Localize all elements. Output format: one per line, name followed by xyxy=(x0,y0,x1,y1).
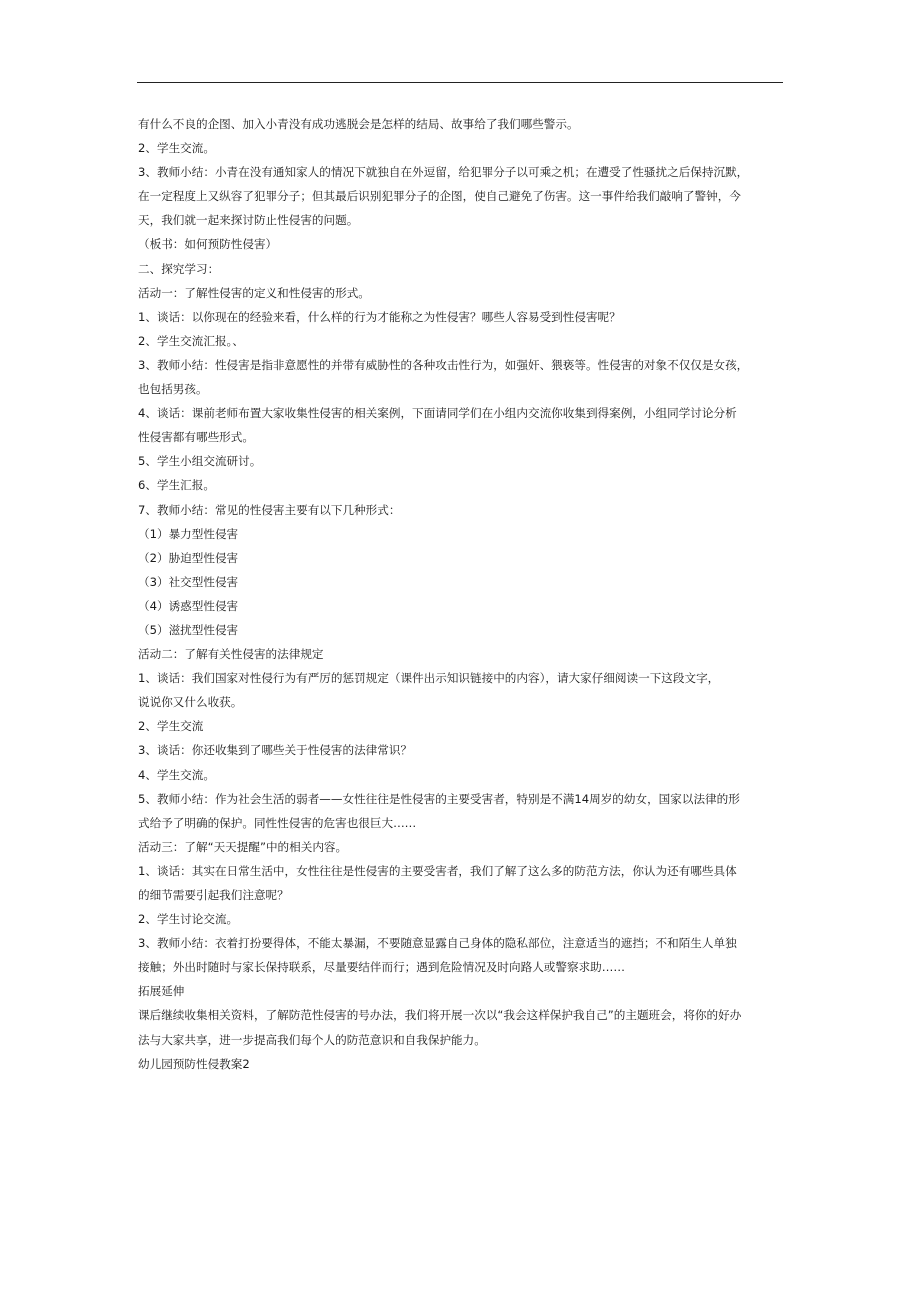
document-body xyxy=(138,112,788,1076)
list-item: （1）暴力型性侵害 xyxy=(138,526,239,541)
text-line: 3、教师小结：小青在没有通知家人的情况下就独自在外逗留，给犯罪分子以可乘之机；在遭受了性骚扰之后保持沉默， xyxy=(138,165,749,180)
list-item: （2）胁迫型性侵害 xyxy=(138,550,239,565)
text-line: 2、学生交流。 xyxy=(138,141,215,156)
text-line: 在一定程度上又纵容了犯罪分子；但其最后识别犯罪分子的企图，使自己避免了伤害。这一事件给我们敲响了警钟，今 xyxy=(138,189,741,204)
text-line: 有什么不良的企图、加入小青没有成功逃脱会是怎样的结局、故事给了我们哪些警示。 xyxy=(138,117,579,131)
activity-heading: 活动三：了解“天天提醒”中的相关内容。 xyxy=(138,839,348,854)
text-line: 2、学生讨论交流。 xyxy=(138,912,239,927)
section-heading: 二、探究学习： xyxy=(138,261,220,276)
text-line: 法与大家共享，进一步提高我们每个人的防范意识和自我保护能力。 xyxy=(138,1032,486,1047)
text-line: 也包括男孩。 xyxy=(138,382,208,397)
text-line: （板书：如何预防性侵害） xyxy=(138,237,278,252)
text-line: 天，我们就一起来探讨防止性侵害的问题。 xyxy=(138,213,359,228)
text-line: 3、教师小结：衣着打扮要得体，不能太暴漏，不要随意显露自己身体的隐私部位，注意适当的遮挡；不和陌生人单独 xyxy=(138,936,737,951)
text-line: 4、学生交流。 xyxy=(138,767,215,782)
text-line: 2、学生交流汇报。、 xyxy=(138,333,244,348)
text-line: 1、谈话：其实在日常生活中，女性往往是性侵害的主要受害者，我们了解了这么多的防范方法，你认为还有哪些具体 xyxy=(138,863,737,878)
text-line: 7、教师小结：常见的性侵害主要有以下几种形式： xyxy=(138,502,401,517)
section-heading: 拓展延伸 xyxy=(138,984,185,999)
activity-heading: 活动一：了解性侵害的定义和性侵害的形式。 xyxy=(138,285,370,300)
list-item: （3）社交型性侵害 xyxy=(138,574,239,589)
text-line: 的细节需要引起我们注意呢？ xyxy=(138,888,289,902)
text-line: 2、学生交流 xyxy=(138,719,204,734)
text-line: 3、教师小结：性侵害是指非意愿性的并带有威胁性的各种攻击性行为，如强奸、猥亵等。性侵害的对象不仅仅是女孩， xyxy=(138,357,749,372)
text-line: 性侵害都有哪些形式。 xyxy=(138,430,254,445)
text-line: 5、教师小结：作为社会生活的弱者——女性往往是性侵害的主要受害者，特别是不满14周岁的幼女，国家以法律的形 xyxy=(138,791,740,806)
list-item: （4）诱惑型性侵害 xyxy=(138,598,239,613)
text-line: 5、学生小组交流研讨。 xyxy=(138,454,262,469)
list-item: （5）滋扰型性侵害 xyxy=(138,622,239,637)
text-line: 1、谈话：以你现在的经验来看，什么样的行为才能称之为性侵害？哪些人容易受到性侵害呢？ xyxy=(138,309,621,324)
activity-heading: 活动二：了解有关性侵害的法律规定 xyxy=(138,647,324,662)
text-line: 课后继续收集相关资料，了解防范性侵害的号办法，我们将开展一次以“我会这样保护我自己”的主题班会，将你的好办 xyxy=(138,1008,742,1023)
header-rule xyxy=(137,82,783,83)
text-line: 接触；外出时随时与家长保持联系，尽量要结伴而行；遇到危险情况及时向路人或警察求助…… xyxy=(138,960,625,975)
document-title: 幼儿园预防性侵教案2 xyxy=(138,1056,250,1071)
text-line: 式给予了明确的保护。同性性侵害的危害也很巨大…… xyxy=(138,815,417,830)
text-line: 6、学生汇报。 xyxy=(138,478,215,493)
text-line: 3、谈话：你还收集到了哪些关于性侵害的法律常识？ xyxy=(138,743,413,758)
text-line: 1、谈话：我们国家对性侵行为有严厉的惩罚规定（课件出示知识链接中的内容），请大家仔细阅读一下这段文字， xyxy=(138,671,720,686)
text-line: 4、谈话：课前老师布置大家收集性侵害的相关案例，下面请同学们在小组内交流你收集到得案例，小组同学讨论分析 xyxy=(138,406,737,421)
text-line: 说说你又什么收获。 xyxy=(138,695,243,710)
